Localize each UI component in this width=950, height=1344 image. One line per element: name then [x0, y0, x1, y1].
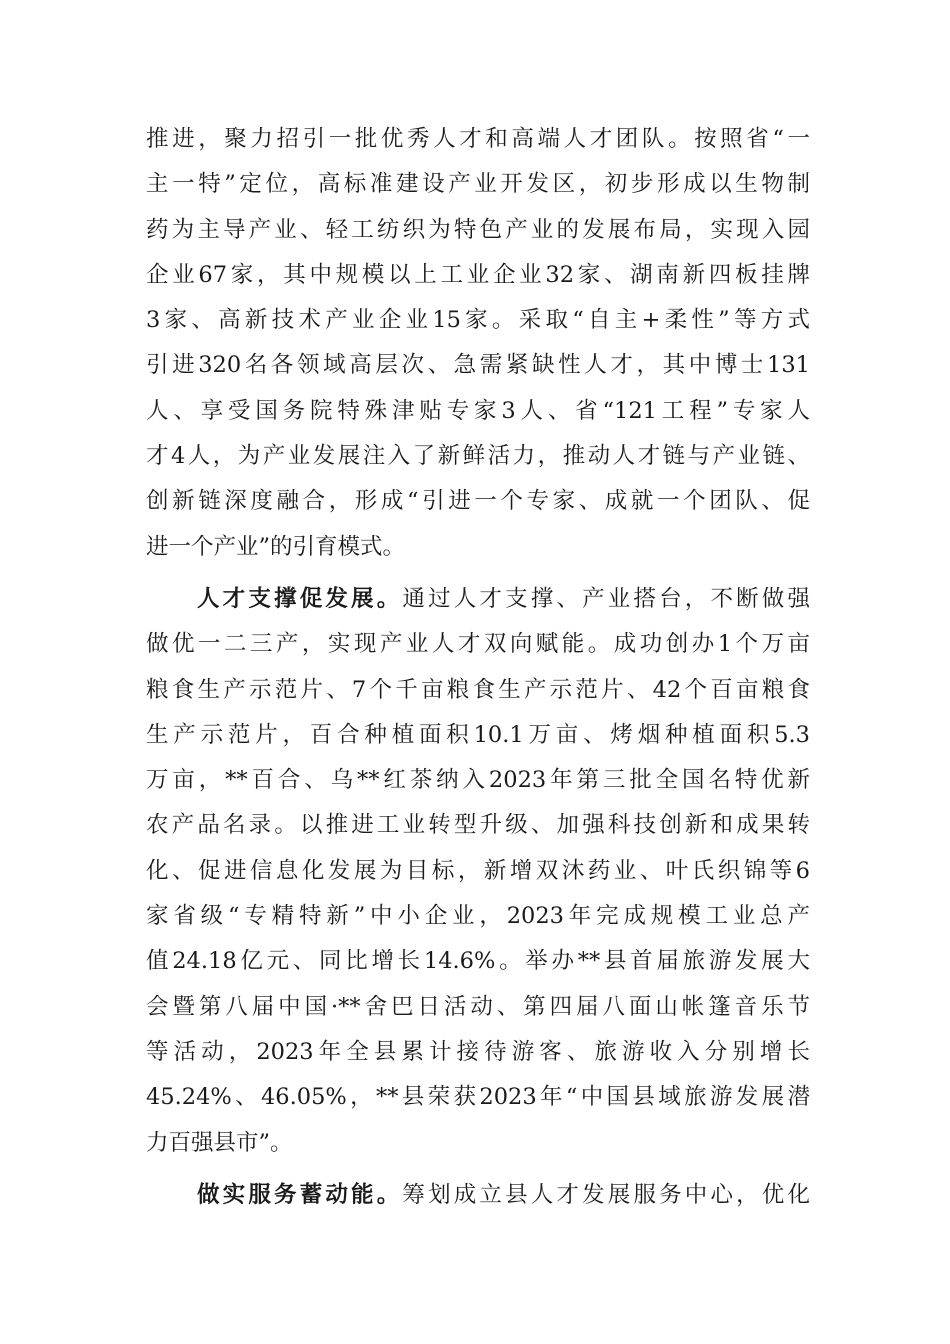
document-body	[146, 117, 810, 1218]
text-line: 万亩，**百合、乌**红茶纳入2023年第三批全国名特优新	[146, 767, 810, 794]
paragraph-talent-support	[146, 577, 810, 1166]
paragraph-service	[146, 1173, 810, 1218]
text-line: 农产品名录。以推进工业转型升级、加强科技创新和成果转	[146, 812, 810, 839]
text-line: 45.24%、46.05%，**县荣获2023年“中国县域旅游发展潜	[146, 1084, 810, 1111]
text-line: 生产示范片，百合种植面积10.1万亩、烤烟种植面积5.3	[146, 721, 810, 748]
paragraph-first-line	[146, 1173, 810, 1218]
text-line: 引进320名各领域高层次、急需紧缺性人才，其中博士131	[146, 352, 810, 379]
text-run: 筹划成立县人才发展服务中心，优化	[402, 1181, 810, 1208]
text-line: 企业67家，其中规模以上工业企业32家、湖南新四板挂牌	[146, 261, 810, 288]
text-line: 家省级“专精特新”中小企业，2023年完成规模工业总产	[146, 903, 810, 930]
paragraph-heading: 人才支撑促发展。	[197, 585, 403, 612]
paragraph-talent-recruitment	[146, 117, 810, 570]
text-line: 进一个产业”的引育模式。	[146, 533, 406, 560]
text-line: 3家、高新技术产业企业15家。采取“自主+柔性”等方式	[146, 307, 810, 334]
text-line: 才4人，为产业发展注入了新鲜活力，推动人才链与产业链、	[146, 443, 810, 470]
text-line: 粮食生产示范片、7个千亩粮食生产示范片、42个百亩粮食	[146, 676, 810, 703]
text-line: 主一特”定位，高标准建设产业开发区，初步形成以生物制	[146, 171, 810, 198]
text-line: 等活动，2023年全县累计接待游客、旅游收入分别增长	[146, 1038, 810, 1065]
text-line: 药为主导产业、轻工纺织为特色产业的发展布局，实现入园	[146, 216, 810, 243]
text-run: 通过人才支撑、产业搭台，不断做强	[402, 585, 810, 612]
text-line: 做优一二三产，实现产业人才双向赋能。成功创办1个万亩	[146, 631, 810, 658]
text-line: 会暨第八届中国·**舍巴日活动、第四届八面山帐篷音乐节	[146, 993, 810, 1020]
text-line: 化、促进信息化发展为目标，新增双沐药业、叶氏织锦等6	[146, 857, 810, 884]
paragraph-heading: 做实服务蓄动能。	[197, 1181, 403, 1208]
text-line: 创新链深度融合，形成“引进一个专家、成就一个团队、促	[146, 488, 810, 515]
text-line: 推进，聚力招引一批优秀人才和高端人才团队。按照省“一	[146, 126, 810, 152]
text-line: 值24.18亿元、同比增长14.6%。举办**县首届旅游发展大	[146, 948, 810, 975]
text-line: 人、享受国务院特殊津贴专家3人、省“121工程”专家人	[146, 397, 810, 424]
text-line: 力百强县市”。	[146, 1129, 293, 1156]
paragraph-first-line	[146, 577, 810, 622]
